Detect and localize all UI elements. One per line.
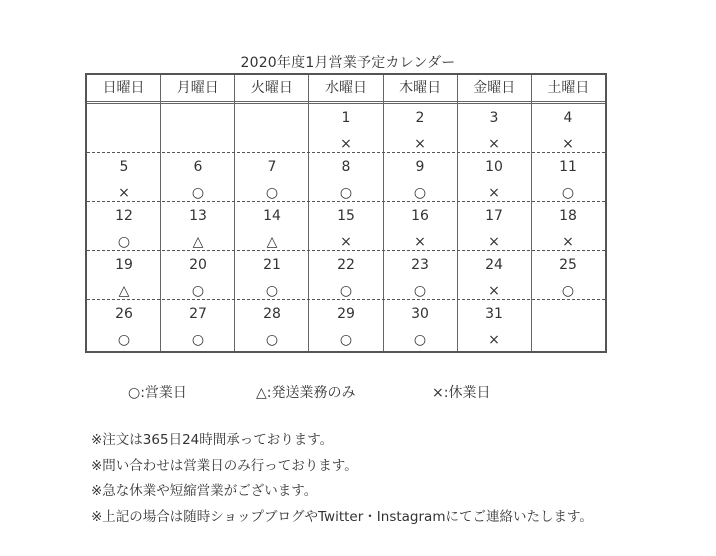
status-mark: ○ bbox=[265, 332, 279, 348]
status-mark: × bbox=[414, 234, 426, 250]
weekday-saturday: 土曜日 bbox=[531, 75, 605, 101]
status-mark: ○ bbox=[561, 283, 575, 299]
calendar-day-cell bbox=[161, 251, 235, 299]
calendar-day-cell bbox=[457, 153, 531, 201]
day-number: 11 bbox=[559, 159, 577, 175]
day-number: 8 bbox=[341, 159, 351, 175]
calendar-day-cell bbox=[383, 202, 457, 250]
weekday-monday: 月曜日 bbox=[160, 75, 234, 101]
status-mark: × bbox=[414, 136, 426, 152]
status-mark: × bbox=[118, 185, 130, 201]
calendar-day-cell bbox=[235, 202, 309, 250]
status-mark: × bbox=[562, 234, 574, 250]
note-item: ※問い合わせは営業日のみ行っております。 bbox=[91, 457, 358, 474]
day-number: 21 bbox=[263, 257, 281, 273]
status-mark: × bbox=[488, 185, 500, 201]
day-number: 22 bbox=[337, 257, 355, 273]
status-mark: ○ bbox=[339, 283, 353, 299]
calendar-day-cell bbox=[87, 202, 161, 250]
calendar-title: 2020年度1月営業予定カレンダー bbox=[240, 55, 456, 71]
day-number: 24 bbox=[485, 257, 503, 273]
calendar-day-cell bbox=[383, 251, 457, 299]
day-number: 20 bbox=[189, 257, 207, 273]
calendar-day-cell bbox=[161, 153, 235, 201]
weekday-header-row bbox=[87, 75, 605, 104]
status-mark: ○ bbox=[339, 332, 353, 348]
calendar-body bbox=[87, 104, 605, 350]
day-number: 12 bbox=[115, 208, 133, 224]
weekday-tuesday: 火曜日 bbox=[234, 75, 308, 101]
calendar-day-cell bbox=[457, 202, 531, 250]
calendar-week-row bbox=[87, 104, 605, 153]
status-mark: × bbox=[340, 136, 352, 152]
calendar-day-cell bbox=[531, 104, 605, 152]
day-number: 15 bbox=[337, 208, 355, 224]
day-number: 26 bbox=[115, 306, 133, 322]
day-number: 9 bbox=[415, 159, 425, 175]
calendar-table bbox=[85, 73, 607, 353]
day-number: 10 bbox=[485, 159, 503, 175]
status-mark: ○ bbox=[191, 332, 205, 348]
calendar-day-cell bbox=[309, 104, 383, 152]
status-mark: × bbox=[488, 234, 500, 250]
day-number: 17 bbox=[485, 208, 503, 224]
day-number: 19 bbox=[115, 257, 133, 273]
calendar-week-row bbox=[87, 251, 605, 300]
status-mark: △ bbox=[192, 234, 204, 250]
status-mark: ○ bbox=[117, 234, 131, 250]
status-mark: △ bbox=[118, 283, 130, 299]
status-mark: ○ bbox=[413, 283, 427, 299]
calendar-day-cell bbox=[235, 251, 309, 299]
status-mark: △ bbox=[266, 234, 278, 250]
calendar-day-cell bbox=[87, 300, 161, 350]
day-number: 3 bbox=[489, 110, 499, 126]
calendar-week-row bbox=[87, 300, 605, 350]
status-mark: ○ bbox=[561, 185, 575, 201]
calendar-day-cell bbox=[309, 300, 383, 350]
day-number: 16 bbox=[411, 208, 429, 224]
calendar-day-cell bbox=[161, 104, 235, 152]
calendar-day-cell bbox=[235, 104, 309, 152]
day-number: 7 bbox=[267, 159, 277, 175]
note-item: ※上記の場合は随時ショップブログやTwitter・Instagramにてご連絡いたします。 bbox=[91, 508, 593, 525]
calendar-day-cell bbox=[531, 300, 605, 350]
calendar-day-cell bbox=[235, 300, 309, 350]
status-mark: × bbox=[488, 283, 500, 299]
status-mark: ○ bbox=[339, 185, 353, 201]
status-mark: ○ bbox=[265, 185, 279, 201]
notes-list bbox=[91, 431, 593, 533]
weekday-thursday: 木曜日 bbox=[383, 75, 457, 101]
status-mark: ○ bbox=[413, 332, 427, 348]
status-mark: × bbox=[562, 136, 574, 152]
day-number: 27 bbox=[189, 306, 207, 322]
calendar-day-cell bbox=[87, 104, 161, 152]
calendar-day-cell bbox=[457, 300, 531, 350]
legend-shipping-only: △:発送業務のみ bbox=[256, 385, 356, 401]
day-number: 1 bbox=[341, 110, 351, 126]
status-mark: ○ bbox=[191, 185, 205, 201]
day-number: 29 bbox=[337, 306, 355, 322]
day-number: 14 bbox=[263, 208, 281, 224]
day-number: 28 bbox=[263, 306, 281, 322]
legend-closed-day: ×:休業日 bbox=[432, 385, 491, 401]
status-mark: × bbox=[488, 332, 500, 348]
day-number: 2 bbox=[415, 110, 425, 126]
calendar-day-cell bbox=[457, 251, 531, 299]
calendar-day-cell bbox=[235, 153, 309, 201]
calendar-day-cell bbox=[383, 300, 457, 350]
status-mark: ○ bbox=[191, 283, 205, 299]
day-number: 13 bbox=[189, 208, 207, 224]
calendar-day-cell bbox=[87, 153, 161, 201]
day-number: 5 bbox=[119, 159, 129, 175]
day-number: 30 bbox=[411, 306, 429, 322]
calendar-day-cell bbox=[161, 300, 235, 350]
weekday-sunday: 日曜日 bbox=[102, 80, 145, 96]
calendar-day-cell bbox=[309, 153, 383, 201]
calendar-week-row bbox=[87, 153, 605, 202]
day-number: 31 bbox=[485, 306, 503, 322]
day-number: 25 bbox=[559, 257, 577, 273]
note-item: ※注文は365日24時間承っております。 bbox=[91, 432, 334, 448]
day-number: 18 bbox=[559, 208, 577, 224]
calendar-day-cell bbox=[531, 153, 605, 201]
note-item: ※急な休業や短縮営業がございます。 bbox=[91, 483, 318, 499]
weekday-wednesday: 水曜日 bbox=[308, 75, 382, 101]
calendar-week-row bbox=[87, 202, 605, 251]
calendar-day-cell bbox=[531, 251, 605, 299]
day-number: 4 bbox=[563, 110, 573, 126]
calendar-day-cell bbox=[309, 251, 383, 299]
calendar-day-cell bbox=[383, 104, 457, 152]
legend-open-day: ○:営業日 bbox=[128, 385, 187, 401]
calendar-day-cell bbox=[87, 251, 161, 299]
status-mark: × bbox=[488, 136, 500, 152]
weekday-friday: 金曜日 bbox=[457, 75, 531, 101]
calendar-day-cell bbox=[383, 153, 457, 201]
calendar-day-cell bbox=[309, 202, 383, 250]
status-mark: ○ bbox=[265, 283, 279, 299]
calendar-day-cell bbox=[531, 202, 605, 250]
day-number: 23 bbox=[411, 257, 429, 273]
calendar-day-cell bbox=[161, 202, 235, 250]
calendar-day-cell bbox=[457, 104, 531, 152]
day-number: 6 bbox=[193, 159, 203, 175]
status-mark: ○ bbox=[117, 332, 131, 348]
status-mark: × bbox=[340, 234, 352, 250]
status-mark: ○ bbox=[413, 185, 427, 201]
